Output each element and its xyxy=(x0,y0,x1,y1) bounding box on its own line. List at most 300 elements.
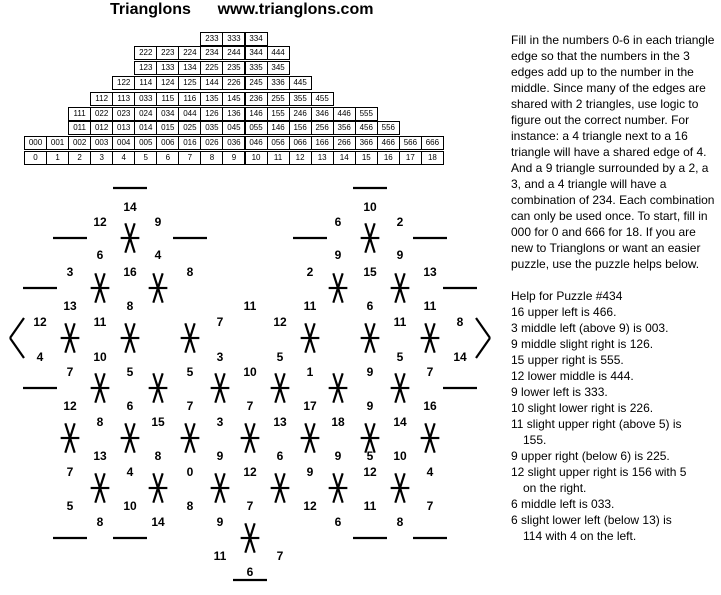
table-combo-cell: 166 xyxy=(311,136,334,150)
triangle-edge[interactable] xyxy=(70,438,75,453)
table-combo-cell: 023 xyxy=(112,107,135,121)
triangle-number: 5 xyxy=(366,449,374,463)
table-combo-cell: 004 xyxy=(112,136,135,150)
triangle-number: 0 xyxy=(186,465,194,479)
table-combo-cell: 035 xyxy=(200,121,223,135)
triangle-edge[interactable] xyxy=(333,388,338,403)
triangle-edge[interactable] xyxy=(365,238,370,253)
triangle-number: 7 xyxy=(276,549,284,563)
triangle-edge[interactable] xyxy=(215,473,220,488)
help-list xyxy=(511,304,719,544)
table-combo-cell: 366 xyxy=(355,136,378,150)
triangle-edge[interactable] xyxy=(333,373,338,388)
triangle-edge[interactable] xyxy=(125,323,130,338)
triangle-number: 11 xyxy=(423,299,437,313)
table-sum-cell: 4 xyxy=(112,151,135,165)
table-combo-cell: 333 xyxy=(222,32,245,46)
triangle-number: 18 xyxy=(331,415,345,429)
help-item: 6 slight lower left (below 13) is xyxy=(511,513,672,527)
help-item: on the right. xyxy=(523,481,587,495)
table-combo-cell: 111 xyxy=(68,107,91,121)
triangle-edge[interactable] xyxy=(158,388,163,403)
triangle-number: 8 xyxy=(456,315,464,329)
table-combo-cell: 155 xyxy=(267,107,290,121)
triangle-edge[interactable] xyxy=(220,488,225,503)
triangle-edge[interactable] xyxy=(400,473,405,488)
triangle-edge[interactable] xyxy=(280,488,285,503)
help-title: Help for Puzzle #434 xyxy=(511,289,623,303)
table-combo-cell: 006 xyxy=(156,136,179,150)
triangle-edge[interactable] xyxy=(215,388,220,403)
triangle-edge[interactable] xyxy=(100,373,105,388)
triangle-edge[interactable] xyxy=(158,488,163,503)
triangle-number: 9 xyxy=(366,365,374,379)
triangle-edge[interactable] xyxy=(70,338,75,353)
triangle-edge[interactable] xyxy=(245,523,250,538)
triangle-number: 9 xyxy=(306,465,314,479)
triangle-edge[interactable] xyxy=(245,538,250,553)
table-combo-cell: 134 xyxy=(178,61,201,75)
triangle-edge[interactable] xyxy=(400,273,405,288)
triangle-edge[interactable] xyxy=(130,238,135,253)
triangle-edge[interactable] xyxy=(430,438,435,453)
triangle-number: 9 xyxy=(396,248,404,262)
triangle-number: 10 xyxy=(393,449,407,463)
triangle-edge[interactable] xyxy=(130,338,135,353)
table-sum-cell: 11 xyxy=(267,151,290,165)
table-combo-cell: 446 xyxy=(333,107,356,121)
triangle-number: 8 xyxy=(96,415,104,429)
triangle-number: 2 xyxy=(306,265,314,279)
triangle-number: 11 xyxy=(93,315,107,329)
triangle-edge[interactable] xyxy=(338,473,343,488)
help-item: 114 with 4 on the left. xyxy=(523,529,637,543)
triangle-edge[interactable] xyxy=(153,373,158,388)
triangle-number: 13 xyxy=(423,265,437,279)
triangle-edge[interactable] xyxy=(70,423,75,438)
triangle-number: 8 xyxy=(96,515,104,529)
triangle-edge[interactable] xyxy=(125,238,130,253)
triangle-number: 13 xyxy=(273,415,287,429)
triangle-number: 7 xyxy=(186,399,194,413)
triangle-edge[interactable] xyxy=(250,538,255,553)
triangle-edge[interactable] xyxy=(338,273,343,288)
table-combo-cell: 056 xyxy=(267,136,290,150)
table-combo-cell: 234 xyxy=(200,46,223,60)
triangle-number: 3 xyxy=(216,350,224,364)
triangle-edge[interactable] xyxy=(100,388,105,403)
table-combo-cell: 555 xyxy=(355,107,378,121)
triangle-edge[interactable] xyxy=(333,288,338,303)
table-combo-cell: 246 xyxy=(289,107,312,121)
triangle-edge[interactable] xyxy=(158,288,163,303)
triangle-edge[interactable] xyxy=(70,323,75,338)
table-combo-cell: 566 xyxy=(399,136,422,150)
triangle-edge[interactable] xyxy=(100,288,105,303)
table-combo-cell: 224 xyxy=(178,46,201,60)
triangle-edge[interactable] xyxy=(425,323,430,338)
triangle-edge[interactable] xyxy=(100,273,105,288)
triangle-number: 5 xyxy=(66,499,74,513)
table-combo-cell: 355 xyxy=(289,92,312,106)
triangle-edge[interactable] xyxy=(220,388,225,403)
table-combo-cell: 144 xyxy=(200,76,223,90)
triangle-edge[interactable] xyxy=(370,338,375,353)
table-combo-cell: 114 xyxy=(134,76,157,90)
table-combo-cell: 235 xyxy=(222,61,245,75)
triangle-number: 14 xyxy=(393,415,407,429)
triangle-edge[interactable] xyxy=(95,288,100,303)
triangle-edge[interactable] xyxy=(158,473,163,488)
triangle-edge[interactable] xyxy=(130,423,135,438)
triangle-edge[interactable] xyxy=(310,338,315,353)
triangle-number: 11 xyxy=(393,315,407,329)
table-combo-cell: 015 xyxy=(156,121,179,135)
triangle-number: 5 xyxy=(126,365,134,379)
table-combo-cell: 046 xyxy=(245,136,268,150)
triangle-edge[interactable] xyxy=(130,438,135,453)
triangle-number: 10 xyxy=(123,499,137,513)
table-sum-cell: 1 xyxy=(46,151,69,165)
triangle-edges xyxy=(10,188,490,580)
triangle-edge[interactable] xyxy=(476,338,490,358)
triangle-edge[interactable] xyxy=(153,388,158,403)
table-sum-cell: 6 xyxy=(156,151,179,165)
triangle-number: 10 xyxy=(363,200,377,214)
triangle-edge[interactable] xyxy=(95,488,100,503)
table-combo-cell: 245 xyxy=(245,76,268,90)
table-sum-cell: 17 xyxy=(399,151,422,165)
triangle-edge[interactable] xyxy=(275,388,280,403)
table-combo-cell: 146 xyxy=(245,107,268,121)
triangle-edge[interactable] xyxy=(250,423,255,438)
triangle-edge[interactable] xyxy=(476,318,490,338)
triangle-number: 6 xyxy=(246,565,254,579)
triangle-edge[interactable] xyxy=(305,338,310,353)
triangle-edge[interactable] xyxy=(185,323,190,338)
triangle-edge[interactable] xyxy=(190,323,195,338)
triangle-edge[interactable] xyxy=(125,338,130,353)
table-sum-cell: 12 xyxy=(289,151,312,165)
triangle-edge[interactable] xyxy=(280,473,285,488)
triangle-number: 7 xyxy=(66,365,74,379)
triangle-edge[interactable] xyxy=(338,373,343,388)
triangle-edge[interactable] xyxy=(395,373,400,388)
triangle-edge[interactable] xyxy=(130,223,135,238)
help-item: 9 upper right (below 6) is 225. xyxy=(511,449,670,463)
triangle-edge[interactable] xyxy=(310,423,315,438)
table-combo-cell: 036 xyxy=(222,136,245,150)
triangle-edge[interactable] xyxy=(305,323,310,338)
table-combo-cell: 335 xyxy=(245,61,268,75)
triangle-edge[interactable] xyxy=(310,438,315,453)
triangle-edge[interactable] xyxy=(220,473,225,488)
help-item: 12 lower middle is 444. xyxy=(511,369,634,383)
triangle-number: 3 xyxy=(216,415,224,429)
triangle-edge[interactable] xyxy=(400,388,405,403)
triangle-edge[interactable] xyxy=(153,473,158,488)
triangle-number: 9 xyxy=(334,248,342,262)
triangle-edge[interactable] xyxy=(395,288,400,303)
table-sum-cell: 10 xyxy=(245,151,268,165)
triangle-edge[interactable] xyxy=(275,473,280,488)
help-item: 6 middle left is 033. xyxy=(511,497,615,511)
table-combo-cell: 005 xyxy=(134,136,157,150)
triangle-number: 5 xyxy=(396,350,404,364)
table-combo-cell: 556 xyxy=(377,121,400,135)
triangle-edge[interactable] xyxy=(65,338,70,353)
table-combo-cell: 356 xyxy=(333,121,356,135)
triangle-edge[interactable] xyxy=(370,223,375,238)
triangle-edge[interactable] xyxy=(400,288,405,303)
triangle-number: 6 xyxy=(366,299,374,313)
triangle-edge[interactable] xyxy=(305,423,310,438)
triangle-edge[interactable] xyxy=(338,388,343,403)
triangle-number: 7 xyxy=(426,499,434,513)
triangle-edge[interactable] xyxy=(190,338,195,353)
triangle-edge[interactable] xyxy=(220,373,225,388)
table-sum-cell: 5 xyxy=(134,151,157,165)
help-item: 12 slight upper right is 156 with 5 xyxy=(511,465,687,479)
triangle-number: 8 xyxy=(154,449,162,463)
triangle-edge[interactable] xyxy=(153,288,158,303)
triangle-edge[interactable] xyxy=(215,373,220,388)
table-sum-cell: 18 xyxy=(421,151,444,165)
triangle-number: 12 xyxy=(33,315,47,329)
triangle-edge[interactable] xyxy=(158,373,163,388)
table-combo-cell: 001 xyxy=(46,136,69,150)
table-combo-cell: 445 xyxy=(289,76,312,90)
instructions-text: Fill in the numbers 0-6 in each triangle edge so that the numbers in the 3 edges add up to the number in the middle. Since many of the edges are shared with 2 triangles, use logic to figure out the correct number. For instance: a 4 triangle next to a 16 triangle will have a shared edge of 4. And a 9 triangle surrounded by a 2, a 3, and a 4 triangle will have a combination of 234. Each combination can only be used once. To start, fill in 000 for 0 and 666 for 18. If you are new to Trianglons or want an easier puzzle, use the puzzle helps below. xyxy=(511,33,715,271)
triangle-number: 9 xyxy=(154,215,162,229)
puzzle-grid[interactable] xyxy=(0,170,510,595)
triangle-edge[interactable] xyxy=(395,473,400,488)
help-item: 9 lower left is 333. xyxy=(511,385,608,399)
triangle-number: 7 xyxy=(426,365,434,379)
table-combo-cell: 225 xyxy=(200,61,223,75)
table-combo-cell: 145 xyxy=(222,92,245,106)
triangle-edge[interactable] xyxy=(430,338,435,353)
triangle-number: 9 xyxy=(366,399,374,413)
table-combo-cell: 012 xyxy=(90,121,113,135)
triangle-number: 12 xyxy=(273,315,287,329)
triangle-number: 15 xyxy=(363,265,377,279)
brand-name: Trianglons xyxy=(110,1,191,18)
triangle-number: 9 xyxy=(216,515,224,529)
triangle-edge[interactable] xyxy=(10,338,24,358)
triangle-edge[interactable] xyxy=(370,323,375,338)
triangle-edge[interactable] xyxy=(365,338,370,353)
triangle-edge[interactable] xyxy=(95,273,100,288)
triangle-edge[interactable] xyxy=(333,473,338,488)
triangle-edge[interactable] xyxy=(280,388,285,403)
table-combo-cell: 666 xyxy=(421,136,444,150)
table-sum-cell: 8 xyxy=(200,151,223,165)
triangle-edge[interactable] xyxy=(190,423,195,438)
table-sum-cell: 2 xyxy=(68,151,91,165)
triangle-edge[interactable] xyxy=(95,373,100,388)
triangle-number: 13 xyxy=(93,449,107,463)
triangle-number: 6 xyxy=(334,515,342,529)
triangle-edge[interactable] xyxy=(65,438,70,453)
triangle-edge[interactable] xyxy=(305,438,310,453)
table-sum-cell: 13 xyxy=(311,151,334,165)
triangle-edge[interactable] xyxy=(310,323,315,338)
triangle-edge[interactable] xyxy=(395,388,400,403)
help-item: 10 slight lower right is 226. xyxy=(511,401,654,415)
triangle-edge[interactable] xyxy=(185,423,190,438)
triangle-number: 6 xyxy=(96,248,104,262)
triangle-edge[interactable] xyxy=(95,473,100,488)
triangle-edge[interactable] xyxy=(395,273,400,288)
triangle-edge[interactable] xyxy=(365,323,370,338)
triangle-number: 9 xyxy=(216,449,224,463)
table-combo-cell: 133 xyxy=(156,61,179,75)
table-combo-cell: 014 xyxy=(134,121,157,135)
triangle-edge[interactable] xyxy=(425,423,430,438)
triangle-number: 12 xyxy=(363,465,377,479)
triangle-number: 14 xyxy=(453,350,467,364)
triangle-number: 15 xyxy=(151,415,165,429)
triangle-number: 6 xyxy=(334,215,342,229)
triangle-edge[interactable] xyxy=(370,423,375,438)
triangle-edge[interactable] xyxy=(130,323,135,338)
triangle-edge[interactable] xyxy=(65,423,70,438)
triangle-edge[interactable] xyxy=(10,318,24,338)
triangle-edge[interactable] xyxy=(125,223,130,238)
table-combo-cell: 136 xyxy=(222,107,245,121)
table-combo-cell: 135 xyxy=(200,92,223,106)
triangle-edge[interactable] xyxy=(365,423,370,438)
triangle-number: 7 xyxy=(216,315,224,329)
triangle-number: 12 xyxy=(303,499,317,513)
table-sum-cell: 0 xyxy=(24,151,47,165)
table-combo-cell: 346 xyxy=(311,107,334,121)
triangle-number: 5 xyxy=(186,365,194,379)
triangle-edge[interactable] xyxy=(153,488,158,503)
triangle-edge[interactable] xyxy=(185,338,190,353)
triangle-edge[interactable] xyxy=(395,488,400,503)
table-combo-cell: 013 xyxy=(112,121,135,135)
table-sum-cell: 15 xyxy=(355,151,378,165)
triangle-number: 12 xyxy=(243,465,257,479)
table-combo-cell: 025 xyxy=(178,121,201,135)
table-combo-cell: 011 xyxy=(68,121,91,135)
triangle-edge[interactable] xyxy=(95,388,100,403)
triangle-number: 7 xyxy=(246,399,254,413)
table-combo-cell: 146 xyxy=(267,121,290,135)
table-combo-cell: 226 xyxy=(222,76,245,90)
triangle-edge[interactable] xyxy=(100,488,105,503)
triangle-edge[interactable] xyxy=(365,223,370,238)
site-url[interactable]: www.trianglons.com xyxy=(217,1,374,18)
triangle-number: 8 xyxy=(186,499,194,513)
triangle-number: 16 xyxy=(123,265,137,279)
table-combo-cell: 222 xyxy=(134,46,157,60)
triangle-number: 4 xyxy=(126,465,134,479)
triangle-edge[interactable] xyxy=(275,488,280,503)
triangle-number: 4 xyxy=(36,350,44,364)
triangle-edge[interactable] xyxy=(158,273,163,288)
table-combo-cell: 026 xyxy=(200,136,223,150)
triangle-edge[interactable] xyxy=(400,488,405,503)
help-item: 16 upper left is 466. xyxy=(511,305,617,319)
table-combo-cell: 334 xyxy=(245,32,268,46)
triangle-edge[interactable] xyxy=(125,423,130,438)
table-combo-cell: 033 xyxy=(134,92,157,106)
triangle-number: 9 xyxy=(334,449,342,463)
triangle-edge[interactable] xyxy=(430,323,435,338)
triangle-number: 5 xyxy=(276,350,284,364)
triangle-edge[interactable] xyxy=(125,438,130,453)
triangle-edge[interactable] xyxy=(400,373,405,388)
table-combo-cell: 034 xyxy=(156,107,179,121)
triangle-number: 6 xyxy=(126,399,134,413)
triangle-edge[interactable] xyxy=(215,488,220,503)
triangle-edge[interactable] xyxy=(245,423,250,438)
triangle-edge[interactable] xyxy=(338,488,343,503)
triangle-edge[interactable] xyxy=(100,473,105,488)
table-sum-cell: 16 xyxy=(377,151,400,165)
help-item: 155. xyxy=(523,433,547,447)
triangle-edge[interactable] xyxy=(333,488,338,503)
triangle-edge[interactable] xyxy=(425,438,430,453)
help-item: 11 slight upper right (above 5) is xyxy=(511,417,682,431)
triangle-number: 17 xyxy=(303,399,317,413)
triangle-number: 7 xyxy=(246,499,254,513)
triangle-edge[interactable] xyxy=(425,338,430,353)
triangle-edge[interactable] xyxy=(153,273,158,288)
table-combo-cell: 124 xyxy=(156,76,179,90)
table-combo-cell: 233 xyxy=(200,32,223,46)
triangle-number: 10 xyxy=(243,365,257,379)
triangle-edge[interactable] xyxy=(250,523,255,538)
triangle-edge[interactable] xyxy=(370,238,375,253)
triangle-edge[interactable] xyxy=(245,438,250,453)
triangle-number: 16 xyxy=(423,399,437,413)
triangle-edge[interactable] xyxy=(338,288,343,303)
triangle-number: 11 xyxy=(303,299,317,313)
table-combo-cell: 236 xyxy=(245,92,268,106)
instructions-panel xyxy=(511,32,719,544)
triangle-edge[interactable] xyxy=(275,373,280,388)
table-combo-cell: 126 xyxy=(200,107,223,121)
triangle-edge[interactable] xyxy=(185,438,190,453)
table-combo-cell: 223 xyxy=(156,46,179,60)
table-combo-cell: 156 xyxy=(289,121,312,135)
triangle-edge[interactable] xyxy=(65,323,70,338)
triangle-number: 6 xyxy=(276,449,284,463)
triangle-edge[interactable] xyxy=(190,438,195,453)
triangle-edge[interactable] xyxy=(250,438,255,453)
table-combo-cell: 112 xyxy=(90,92,113,106)
triangle-number: 11 xyxy=(213,549,227,563)
table-combo-cell: 122 xyxy=(112,76,135,90)
table-combo-cell: 003 xyxy=(90,136,113,150)
help-item: 3 middle left (above 9) is 003. xyxy=(511,321,669,335)
triangle-edge[interactable] xyxy=(280,373,285,388)
triangle-number: 12 xyxy=(63,399,77,413)
page-header xyxy=(110,1,373,19)
triangle-edge[interactable] xyxy=(430,423,435,438)
table-combo-cell: 022 xyxy=(90,107,113,121)
triangle-number: 4 xyxy=(426,465,434,479)
triangle-edge[interactable] xyxy=(333,273,338,288)
triangle-number: 3 xyxy=(66,265,74,279)
table-combo-cell: 456 xyxy=(355,121,378,135)
table-sum-cell: 3 xyxy=(90,151,113,165)
table-combo-cell: 266 xyxy=(333,136,356,150)
